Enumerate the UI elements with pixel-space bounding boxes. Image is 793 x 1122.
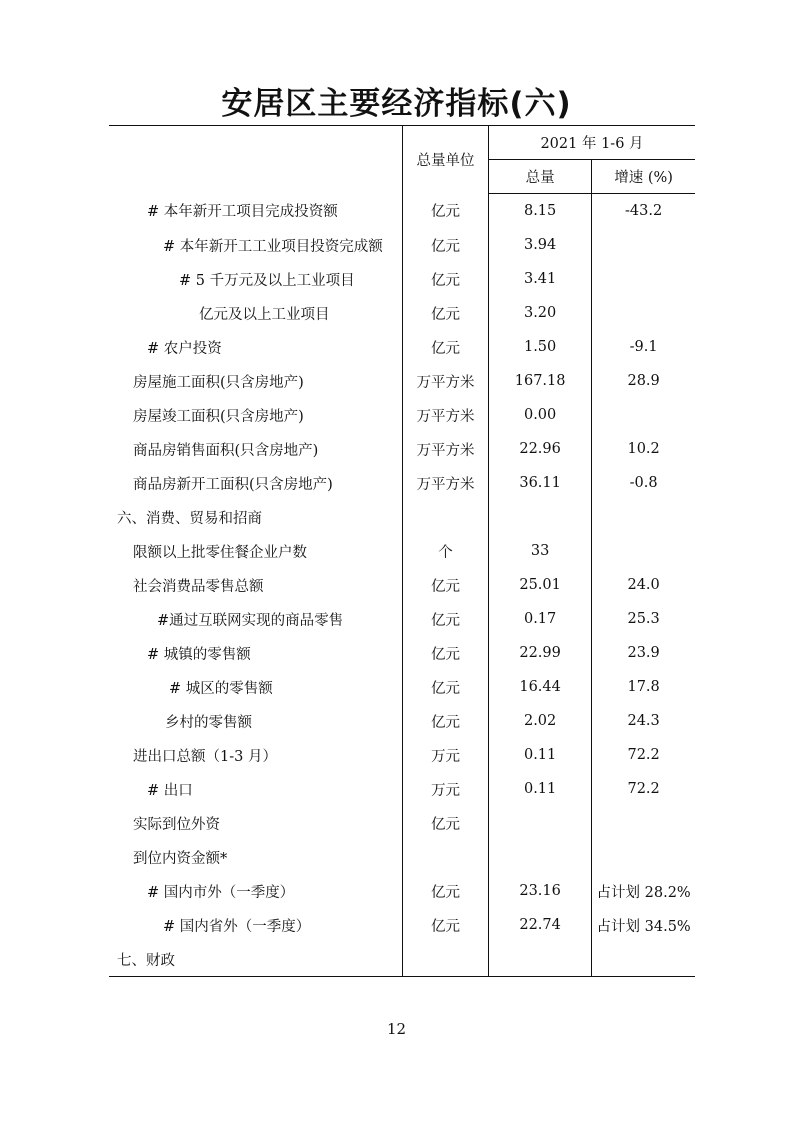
indicator-name: 亿元及以上工业项目 [199, 306, 330, 323]
indicator-unit: 亿元 [403, 874, 489, 908]
indicator-growth-rate: -0.8 [592, 466, 695, 500]
indicator-total: 25.01 [489, 568, 592, 602]
indicator-unit: 亿元 [403, 262, 489, 296]
table-header [109, 126, 695, 194]
indicator-unit: 亿元 [403, 636, 489, 670]
indicator-growth-rate: 10.2 [592, 432, 695, 466]
table-row [109, 840, 695, 874]
indicator-name: 限额以上批零住餐企业户数 [133, 544, 307, 561]
table-row [109, 296, 695, 330]
indicator-name: # 国内市外（一季度） [147, 884, 295, 901]
indicator-name: # 出口 [147, 782, 193, 799]
indicator-total: 22.99 [489, 636, 592, 670]
table-row [109, 908, 695, 942]
indicator-growth-rate [592, 296, 695, 330]
indicator-growth-rate [592, 534, 695, 568]
indicator-unit: 亿元 [403, 704, 489, 738]
indicator-growth-rate: 23.9 [592, 636, 695, 670]
indicator-unit: 亿元 [403, 602, 489, 636]
indicator-growth-rate: 17.8 [592, 670, 695, 704]
table-row [109, 500, 695, 534]
indicator-unit: 万平方米 [403, 398, 489, 432]
page-number: 12 [386, 1020, 407, 1038]
indicator-total: 3.20 [489, 296, 592, 330]
indicator-growth-rate [592, 840, 695, 874]
indicator-unit [403, 500, 489, 534]
indicator-total: 167.18 [489, 364, 592, 398]
indicator-total: 0.17 [489, 602, 592, 636]
indicator-unit: 万元 [403, 738, 489, 772]
indicator-name: 商品房销售面积(只含房地产) [133, 442, 319, 459]
indicator-table [109, 125, 695, 977]
indicator-total: 3.94 [489, 228, 592, 262]
header-blank-cell [109, 126, 403, 194]
indicator-total [489, 942, 592, 977]
indicator-name: 乡村的零售额 [165, 714, 252, 731]
header-unit: 总量单位 [403, 126, 489, 194]
indicator-growth-rate: 占计划 28.2% [592, 874, 695, 908]
indicator-name: 进出口总额（1-3 月） [133, 748, 277, 765]
indicator-total [489, 840, 592, 874]
indicator-total: 33 [489, 534, 592, 568]
table-row [109, 398, 695, 432]
table-row [109, 806, 695, 840]
indicator-name: 商品房新开工面积(只含房地产) [133, 476, 333, 493]
indicator-name: # 本年新开工项目完成投资额 [147, 204, 338, 221]
indicator-unit [403, 840, 489, 874]
indicator-growth-rate: 24.0 [592, 568, 695, 602]
indicator-unit: 亿元 [403, 194, 489, 229]
header-total: 总量 [489, 160, 592, 194]
table-body [109, 194, 695, 977]
indicator-growth-rate [592, 228, 695, 262]
indicator-growth-rate: -9.1 [592, 330, 695, 364]
table-row [109, 330, 695, 364]
indicator-total: 36.11 [489, 466, 592, 500]
indicator-total: 23.16 [489, 874, 592, 908]
indicator-name: # 农户投资 [147, 340, 222, 357]
section-heading: 六、消费、贸易和招商 [117, 510, 262, 527]
table-row [109, 568, 695, 602]
indicator-name: # 5 千万元及以上工业项目 [179, 272, 355, 289]
indicator-total: 2.02 [489, 704, 592, 738]
indicator-growth-rate: 占计划 34.5% [592, 908, 695, 942]
indicator-growth-rate: 72.2 [592, 772, 695, 806]
table-row [109, 738, 695, 772]
section-heading: 七、财政 [109, 942, 403, 977]
table-row [109, 432, 695, 466]
indicator-unit: 亿元 [403, 908, 489, 942]
indicator-total: 0.00 [489, 398, 592, 432]
indicator-total [489, 806, 592, 840]
indicator-name: 房屋竣工面积(只含房地产) [133, 408, 304, 425]
table-row [109, 772, 695, 806]
indicator-unit: 万平方米 [403, 466, 489, 500]
header-period: 2021 年 1-6 月 [489, 126, 696, 160]
table-row [109, 636, 695, 670]
indicator-name: 到位内资金额* [133, 850, 228, 867]
indicator-name: 房屋施工面积(只含房地产) [133, 374, 304, 391]
indicator-growth-rate [592, 806, 695, 840]
indicator-total: 0.11 [489, 738, 592, 772]
indicator-growth-rate [592, 398, 695, 432]
header-rate: 增速 (%) [592, 160, 695, 194]
indicator-name: 社会消费品零售总额 [133, 578, 264, 595]
table-row [109, 670, 695, 704]
indicator-growth-rate [592, 942, 695, 977]
page-title: 安居区主要经济指标(六) [221, 86, 572, 122]
table-row [109, 466, 695, 500]
indicator-unit: 亿元 [403, 568, 489, 602]
indicator-unit: 个 [403, 534, 489, 568]
indicator-name: # 城镇的零售额 [147, 646, 251, 663]
indicator-unit: 亿元 [403, 228, 489, 262]
indicator-unit: 万平方米 [403, 364, 489, 398]
table-row [109, 228, 695, 262]
indicator-total: 8.15 [489, 194, 592, 229]
indicator-unit: 亿元 [403, 670, 489, 704]
indicator-total: 3.41 [489, 262, 592, 296]
table-row [109, 704, 695, 738]
indicator-growth-rate [592, 500, 695, 534]
indicator-total [489, 500, 592, 534]
indicator-unit: 万平方米 [403, 432, 489, 466]
indicator-unit [403, 942, 489, 977]
indicator-growth-rate: 25.3 [592, 602, 695, 636]
indicator-name: # 本年新开工工业项目投资完成额 [163, 238, 383, 255]
table-row [109, 602, 695, 636]
indicator-name: 实际到位外资 [133, 816, 220, 833]
indicator-growth-rate: 24.3 [592, 704, 695, 738]
indicator-name: #通过互联网实现的商品零售 [157, 612, 344, 629]
indicator-unit: 亿元 [403, 330, 489, 364]
table-row [109, 364, 695, 398]
indicator-name: # 国内省外（一季度） [163, 918, 311, 935]
indicator-total: 0.11 [489, 772, 592, 806]
table-row [109, 534, 695, 568]
indicator-growth-rate [592, 262, 695, 296]
indicator-total: 16.44 [489, 670, 592, 704]
indicator-unit: 亿元 [403, 296, 489, 330]
table-row [109, 874, 695, 908]
indicator-growth-rate: 28.9 [592, 364, 695, 398]
table-row [109, 942, 695, 977]
indicator-growth-rate: 72.2 [592, 738, 695, 772]
table-row [109, 194, 695, 229]
indicator-name: # 城区的零售额 [169, 680, 273, 697]
indicator-total: 22.74 [489, 908, 592, 942]
table-row [109, 262, 695, 296]
indicator-unit: 万元 [403, 772, 489, 806]
indicator-unit: 亿元 [403, 806, 489, 840]
indicator-growth-rate: -43.2 [592, 194, 695, 229]
indicator-total: 22.96 [489, 432, 592, 466]
indicator-total: 1.50 [489, 330, 592, 364]
